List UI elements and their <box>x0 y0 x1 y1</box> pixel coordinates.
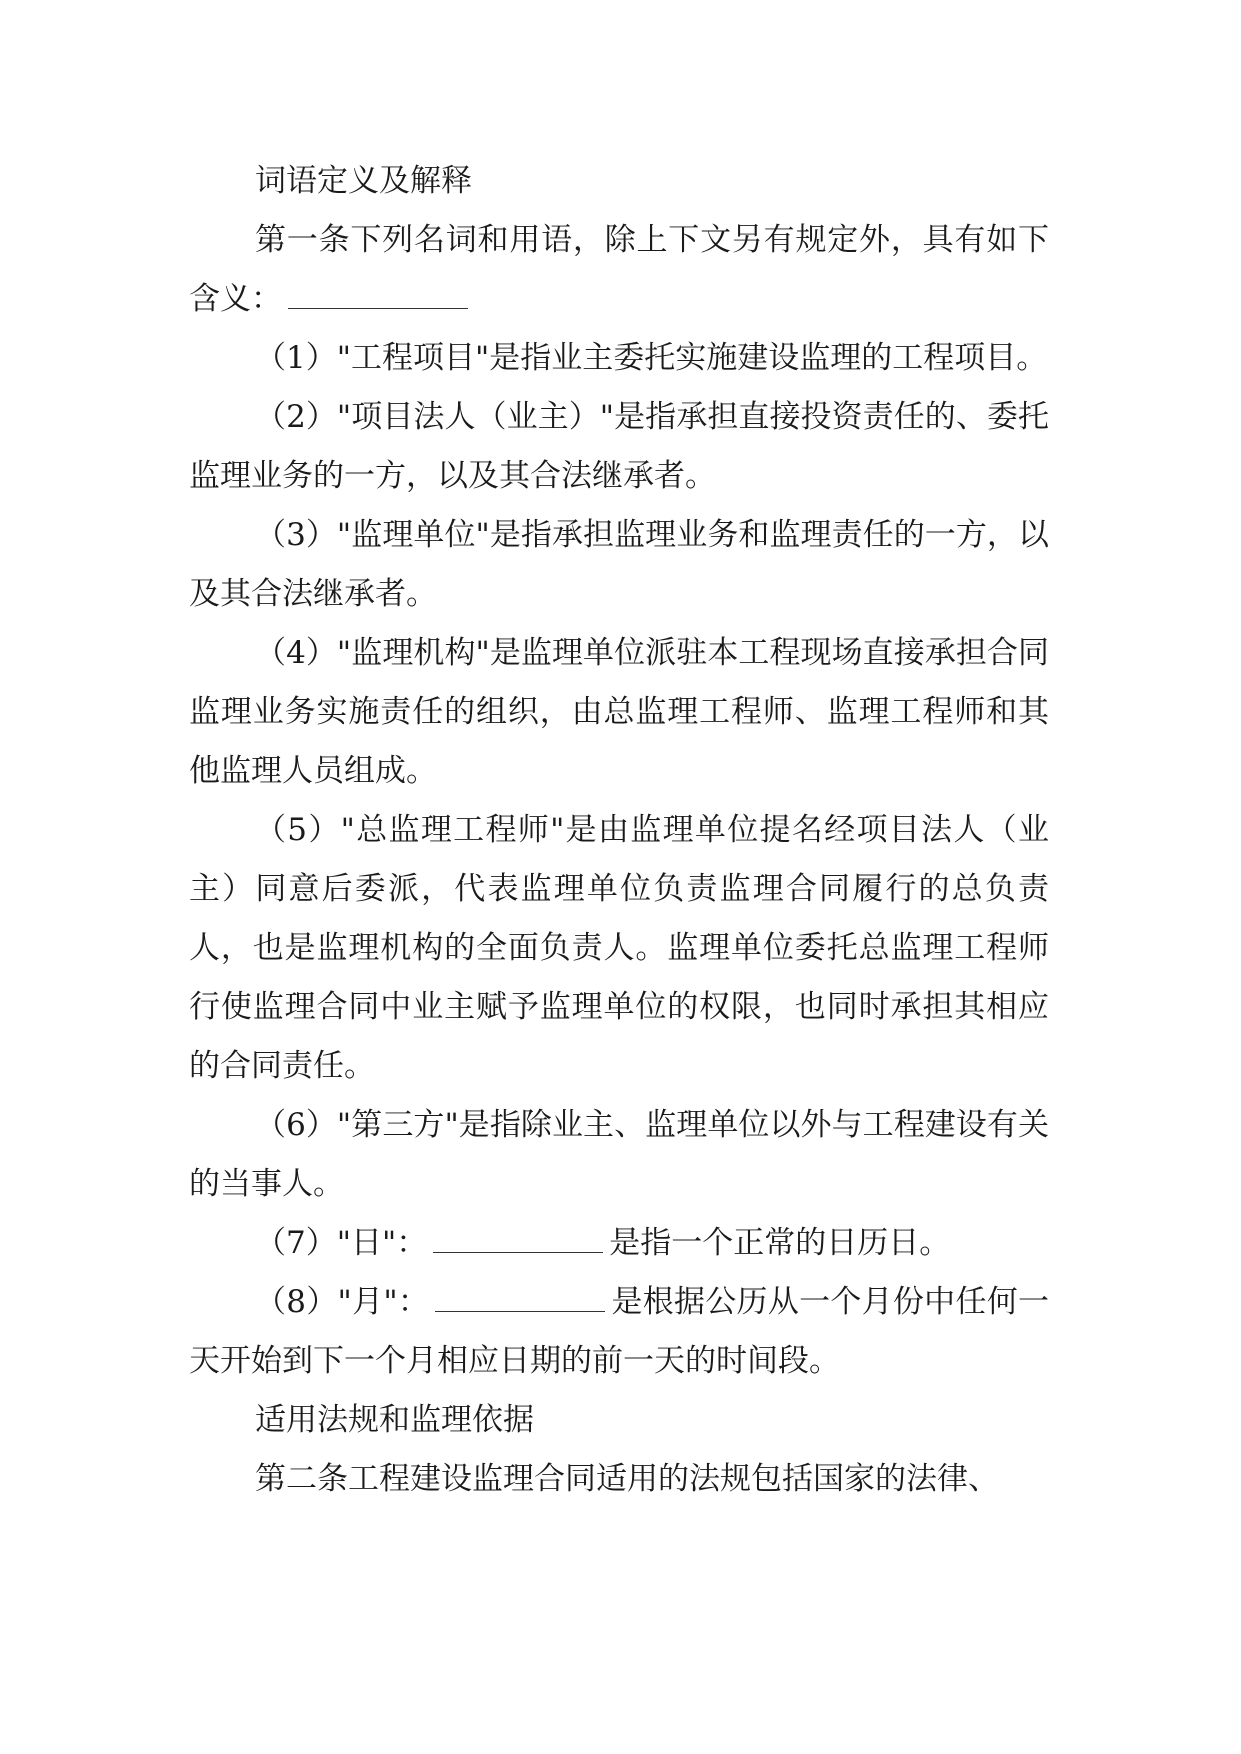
definition-2: （2）"项目法人（业主）"是指承担直接投资责任的、委托监理业务的一方，以及其合法继承者。 <box>189 399 1049 494</box>
fill-in-blank <box>288 278 468 309</box>
definition-3: （3）"监理单位"是指承担监理业务和监理责任的一方，以及其合法继承者。 <box>189 517 1049 612</box>
definition-1: （1）"工程项目"是指业主委托实施建设监理的工程项目。 <box>255 340 1048 376</box>
article-1-text: 第一条下列名词和用语，除上下文另有规定外，具有如下含义： <box>189 222 1049 317</box>
definition-7-prefix: （7）"日"： <box>255 1225 428 1261</box>
definition-8-suffix: 是根据公历从一个月份中任何一天开始到下一个月相应日期的前一天的时间段。 <box>189 1284 1050 1379</box>
definition-6: （6）"第三方"是指除业主、监理单位以外与工程建设有关的当事人。 <box>189 1107 1049 1202</box>
fill-in-blank <box>435 1281 605 1312</box>
section-heading-regulations: 适用法规和监理依据 <box>255 1402 534 1438</box>
fill-in-blank <box>433 1222 603 1253</box>
article-2: 第二条工程建设监理合同适用的法规包括国家的法律、 <box>255 1461 999 1497</box>
article-1 <box>189 211 1049 329</box>
definition-4: （4）"监理机构"是监理单位派驻本工程现场直接承担合同监理业务实施责任的组织，由总监理工程师、监理工程师和其他监理人员组成。 <box>189 635 1049 789</box>
definition-8-prefix: （8）"月"： <box>255 1284 430 1320</box>
definition-7 <box>189 1214 1049 1273</box>
definition-8 <box>189 1273 1049 1391</box>
section-heading-definitions: 词语定义及解释 <box>255 163 472 199</box>
document-body <box>189 152 1049 1509</box>
definition-7-suffix: 是指一个正常的日历日。 <box>609 1225 951 1261</box>
definition-5: （5）"总监理工程师"是由监理单位提名经项目法人（业主）同意后委派，代表监理单位负责监理合同履行的总负责人，也是监理机构的全面负责人。监理单位委托总监理工程师行使监理合同中业主赋予监理单位的权限，也同时承担其相应的合同责任。 <box>189 812 1049 1084</box>
